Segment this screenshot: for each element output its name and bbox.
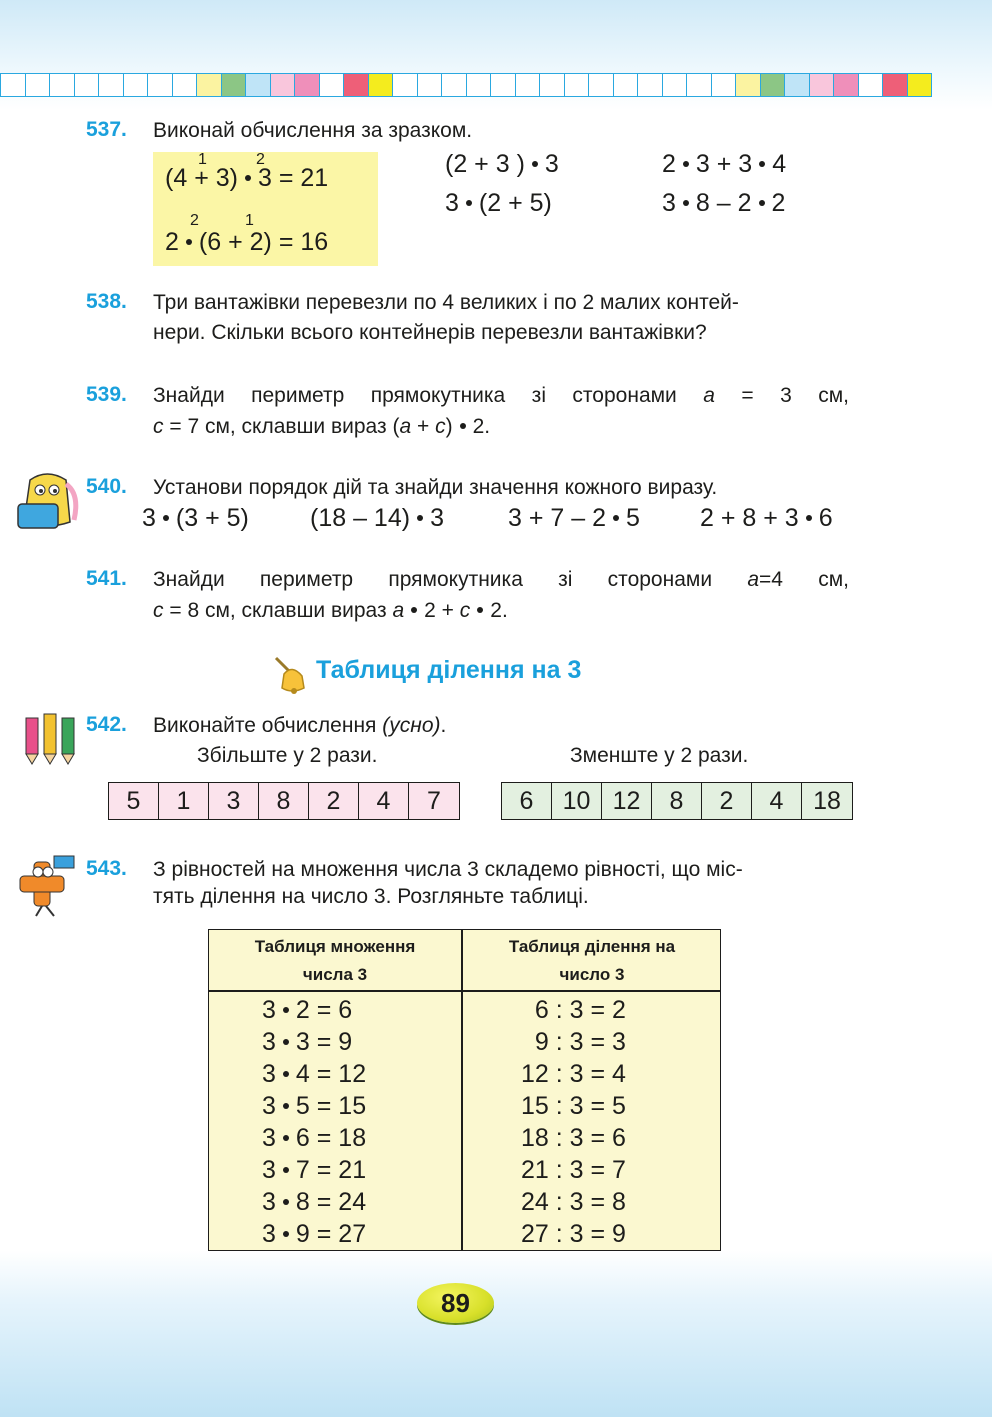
table-divider	[209, 990, 720, 992]
top-border-strip	[0, 72, 992, 100]
strip-cell	[735, 73, 761, 97]
number-cell: 10	[552, 783, 602, 819]
division-rows	[521, 994, 626, 1250]
strip-cell	[417, 73, 443, 97]
number-cell: 2	[702, 783, 752, 819]
multiplication-row: 3 5 = 15	[262, 1092, 367, 1120]
backpack-icon	[14, 470, 80, 532]
strip-cell	[466, 73, 492, 97]
number-cell: 5	[109, 783, 159, 819]
strip-cell	[662, 73, 688, 97]
sample-line-1: (4 + 3) 3 = 21	[165, 164, 329, 192]
number-cell: 4	[752, 783, 802, 819]
exercise-540-text: Установи порядок дій та знайди значення кожного виразу.	[153, 476, 718, 499]
exercise-539-number: 539.	[86, 383, 127, 406]
exercise-543-line-1: З рівностей на множення числа 3 складемо рівності, що міс-	[153, 858, 743, 881]
pencils-icon	[20, 710, 82, 766]
strip-cell	[343, 73, 369, 97]
sample-line-2: 2 (6 + 2) = 16	[165, 228, 329, 256]
exercise-537-text: Виконай обчислення за зразком.	[153, 119, 473, 142]
strip-cell	[784, 73, 810, 97]
table-header-multiplication: Таблиця множення числа 3	[254, 937, 416, 984]
multiplication-row: 3 7 = 21	[262, 1156, 367, 1184]
division-row: 6 : 3 = 2	[521, 996, 626, 1024]
strip-cell	[539, 73, 565, 97]
strip-cell	[392, 73, 418, 97]
expression: 3 8 – 2 2	[662, 189, 786, 217]
decrease-number-row	[501, 782, 853, 820]
number-cell: 1	[159, 783, 209, 819]
strip-cell	[172, 73, 198, 97]
division-row: 24 : 3 = 8	[521, 1188, 626, 1216]
expression: 2 + 8 + 3 6	[700, 504, 833, 532]
exercise-543-number: 543.	[86, 857, 127, 880]
division-row: 27 : 3 = 9	[521, 1220, 626, 1248]
strip-cell	[613, 73, 639, 97]
strip-cell	[441, 73, 467, 97]
exercise-540-number: 540.	[86, 475, 127, 498]
strip-cell	[221, 73, 247, 97]
order-mark: 2	[190, 212, 199, 229]
number-cell: 12	[602, 783, 652, 819]
exercise-542-number: 542.	[86, 713, 127, 736]
expression: 3 (2 + 5)	[445, 189, 552, 217]
strip-cell	[588, 73, 614, 97]
exercise-538-number: 538.	[86, 290, 127, 313]
exercise-538-line-2: нери. Скільки всього контейнерів перевезли вантажівки?	[153, 321, 707, 344]
division-row: 18 : 3 = 6	[521, 1124, 626, 1152]
division-row: 15 : 3 = 5	[521, 1092, 626, 1120]
exercise-541-line-1: Знайди периметр прямокутника зі сторонами a=4 см,	[153, 568, 849, 591]
division-row: 21 : 3 = 7	[521, 1156, 626, 1184]
strip-cell	[833, 73, 859, 97]
multiplication-row: 3 3 = 9	[262, 1028, 353, 1056]
strip-cell	[319, 73, 345, 97]
strip-cell	[760, 73, 786, 97]
bell-icon	[270, 654, 310, 696]
strip-cell	[686, 73, 712, 97]
number-cell: 2	[309, 783, 359, 819]
number-cell: 3	[209, 783, 259, 819]
multiplication-row: 3 9 = 27	[262, 1220, 367, 1248]
strip-cell	[490, 73, 516, 97]
section-title: Таблиця ділення на 3	[316, 656, 582, 684]
number-cell: 8	[652, 783, 702, 819]
exercise-541-line-2: c = 8 см, склавши вираз a 2 + c 2.	[153, 599, 508, 622]
number-cell: 6	[502, 783, 552, 819]
strip-cell	[98, 73, 124, 97]
exercise-542-text: Виконайте обчислення (усно).	[153, 714, 447, 737]
strip-cell	[49, 73, 75, 97]
division-row: 12 : 3 = 4	[521, 1060, 626, 1088]
strip-cell	[0, 73, 26, 97]
expression: 3 (3 + 5)	[142, 504, 249, 532]
division-row: 9 : 3 = 3	[521, 1028, 626, 1056]
strip-cell	[907, 73, 933, 97]
strip-cell	[564, 73, 590, 97]
number-cell: 8	[259, 783, 309, 819]
increase-label: Збільште у 2 рази.	[197, 744, 378, 767]
expression: 3 + 7 – 2 5	[508, 504, 640, 532]
expression: 2 3 + 3 4	[662, 150, 787, 178]
strip-cell	[270, 73, 296, 97]
decrease-label: Зменште у 2 рази.	[570, 744, 749, 767]
strip-cell	[74, 73, 100, 97]
multiplication-row: 3 8 = 24	[262, 1188, 367, 1216]
number-cell: 18	[802, 783, 852, 819]
strip-cell	[123, 73, 149, 97]
strip-cell	[147, 73, 173, 97]
exercise-543-line-2: тять ділення на число 3. Розгляньте таблиці.	[153, 885, 589, 908]
exercise-541-number: 541.	[86, 567, 127, 590]
strip-cell	[245, 73, 271, 97]
multiplication-row: 3 4 = 12	[262, 1060, 367, 1088]
strip-cell	[858, 73, 884, 97]
strip-cell	[711, 73, 737, 97]
order-mark: 2	[256, 151, 265, 168]
multiplication-row: 3 2 = 6	[262, 996, 353, 1024]
strip-cell	[882, 73, 908, 97]
number-cell: 7	[409, 783, 459, 819]
strip-cell	[637, 73, 663, 97]
strip-cell	[294, 73, 320, 97]
order-mark: 1	[245, 212, 254, 229]
page-number: 89	[417, 1283, 494, 1323]
expression: (2 + 3 ) 3	[445, 150, 559, 178]
multiplication-division-table	[208, 929, 721, 1251]
strip-cell	[196, 73, 222, 97]
strip-cell	[368, 73, 394, 97]
exercise-539-line-2: c = 7 см, склавши вираз (a + c) 2.	[153, 415, 491, 438]
exercise-537-number: 537.	[86, 118, 127, 141]
table-header-division: Таблиця ділення на число 3	[508, 937, 676, 984]
strip-cell	[809, 73, 835, 97]
exercise-539-line-1: Знайди периметр прямокутника зі сторонами a = 3 см,	[153, 384, 849, 407]
number-cell: 4	[359, 783, 409, 819]
exercise-538-line-1: Три вантажівки перевезли по 4 великих і по 2 малих контей-	[153, 291, 739, 314]
multiplication-row: 3 6 = 18	[262, 1124, 367, 1152]
multiplication-rows	[262, 994, 366, 1250]
strip-cell	[25, 73, 51, 97]
expression: (18 – 14) 3	[310, 504, 444, 532]
plus-mascot-icon	[12, 852, 78, 918]
increase-number-row	[108, 782, 460, 820]
strip-cell	[515, 73, 541, 97]
order-mark: 1	[198, 151, 207, 168]
